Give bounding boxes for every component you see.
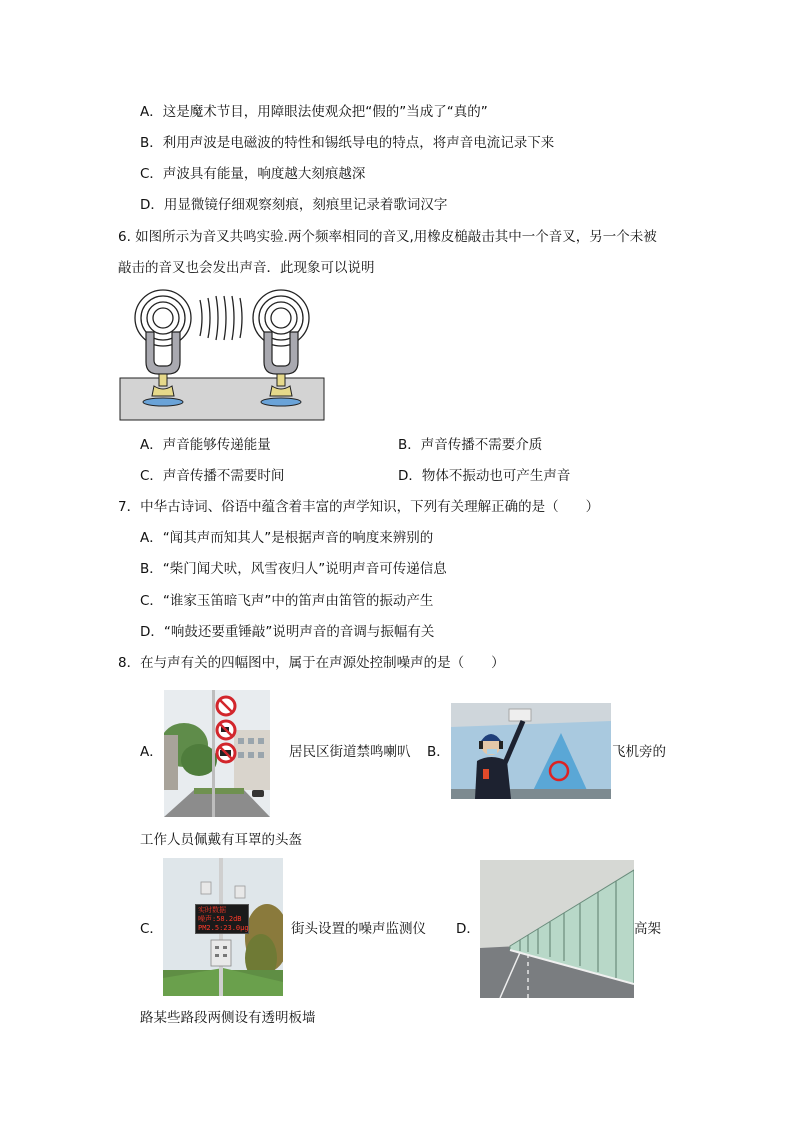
- q8-stem: 8．在与声有关的四幅图中，属于在声源处控制噪声的是（ ）: [118, 655, 505, 671]
- noise-monitor-photo: [163, 858, 283, 996]
- q5-option-b: B．利用声波是电磁波的特性和锡纸导电的特点，将声音电流记录下来: [140, 135, 555, 151]
- q7-option-a: A．“闻其声而知其人”是根据声音的响度来辨别的: [140, 530, 434, 546]
- q7-option-b: B．“柴门闻犬吠，风雪夜归人”说明声音可传递信息: [140, 561, 447, 577]
- elevated-road-barrier-photo: [480, 860, 634, 998]
- noise-display-board: [195, 904, 249, 934]
- q7-stem: 7．中华古诗词、俗语中蕴含着丰富的声学知识，下列有关理解正确的是（ ）: [118, 499, 600, 515]
- q7-option-c: C．“谁家玉笛暗飞声”中的笛声由笛管的振动产生: [140, 593, 434, 609]
- q6-stem-line2: 敲击的音叉也会发出声音．此现象可以说明: [118, 260, 375, 276]
- q6-option-b: B．声音传播不需要介质: [398, 437, 543, 453]
- q5-option-d: D．用显微镜仔细观察刻痕，刻痕里记录着歌词汉字: [140, 197, 448, 213]
- q6-option-a: A．声音能够传递能量: [140, 437, 271, 453]
- q8-b-text-right: 飞机旁的: [612, 744, 666, 760]
- q8-c-letter: C．: [140, 921, 163, 937]
- display-title: 实时数据: [198, 906, 226, 914]
- display-pm-value: PM2.5:23.0μg: [198, 924, 249, 932]
- q7-option-d: D．“响鼓还要重锤敲”说明声音的音调与振幅有关: [140, 624, 435, 640]
- q6-option-d: D．物体不振动也可产生声音: [398, 468, 571, 484]
- left-fork-rings: [135, 290, 191, 346]
- airport-worker-photo: [451, 703, 611, 799]
- q6-option-c: C．声音传播不需要时间: [140, 468, 285, 484]
- tuning-fork-figure: [118, 288, 328, 424]
- q8-b-text-cont: 工作人员佩戴有耳罩的头盔: [140, 832, 302, 848]
- right-fork-rings: [253, 290, 309, 346]
- q8-b-letter: B．: [427, 744, 450, 760]
- q8-a-letter: A．: [140, 744, 163, 760]
- display-noise-value: 噪声:58.2dB: [198, 915, 242, 923]
- sound-waves: [200, 296, 242, 340]
- q5-option-c: C．声波具有能量，响度越大刻痕越深: [140, 166, 366, 182]
- q6-stem-line1: 6. 如图所示为音叉共鸣实验.两个频率相同的音叉,用橡皮槌敲击其中一个音叉，另一个未被: [118, 229, 657, 245]
- street-no-horn-photo: [164, 690, 270, 817]
- q5-option-a: A．这是魔术节目，用障眼法使观众把“假的”当成了“真的”: [140, 104, 488, 120]
- q8-d-letter: D．: [456, 921, 480, 937]
- q8-a-text: 居民区街道禁鸣喇叭: [289, 744, 411, 760]
- q8-d-text-right: 高架: [634, 921, 661, 937]
- q8-c-text: 街头设置的噪声监测仪: [291, 921, 426, 937]
- q8-d-text-cont: 路某些路段两侧设有透明板墙: [140, 1010, 316, 1026]
